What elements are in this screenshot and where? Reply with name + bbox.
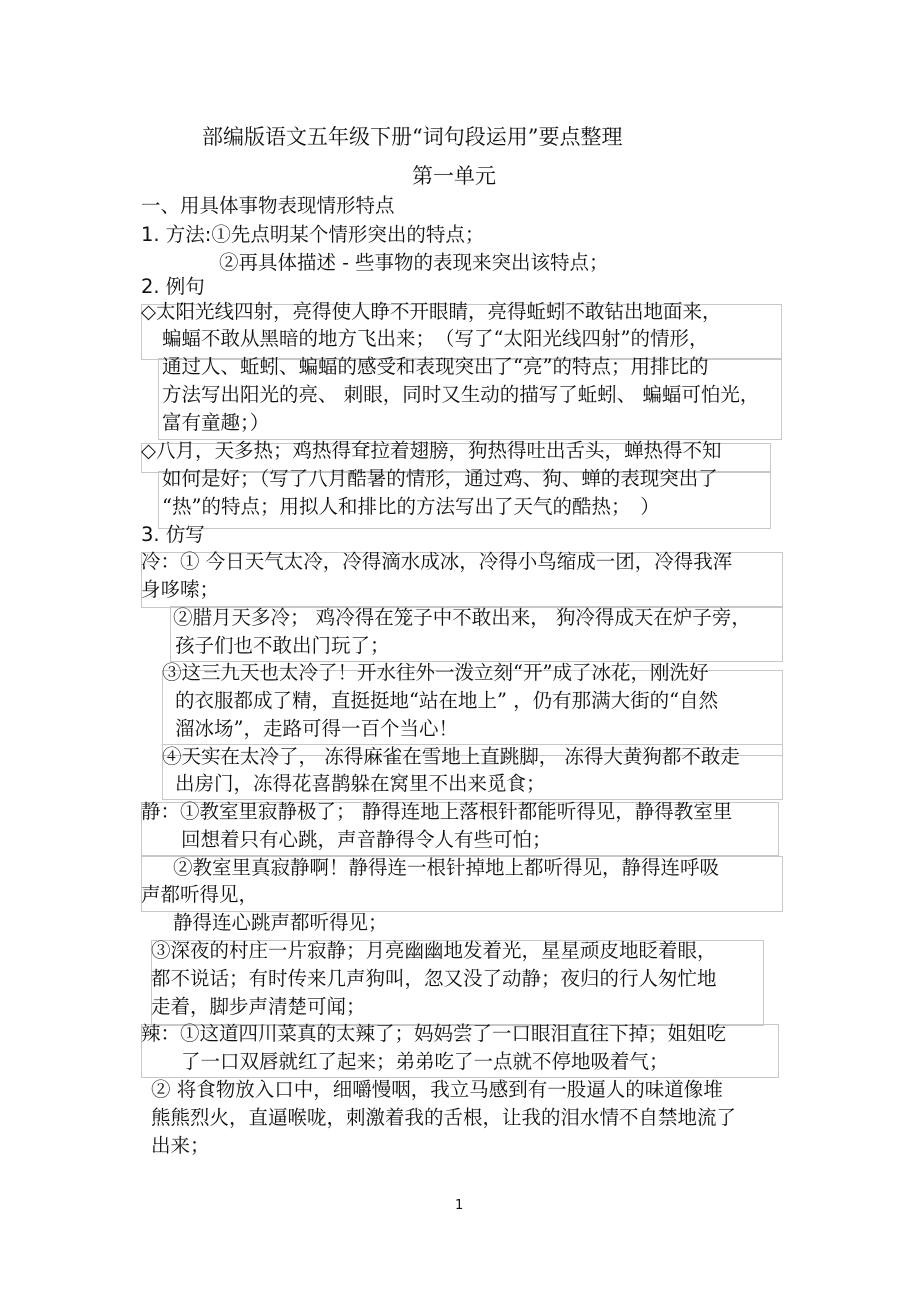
example-2-line-2: 如何是好；（写了八月酷暑的情形，通过鸡、狗、蝉的表现突出了: [162, 467, 718, 490]
imitate-title: 3. 仿写: [141, 523, 205, 546]
example-1-line-5: 富有童趣；）: [162, 411, 270, 434]
spicy-2-line-1: ② 将食物放入口中，细嚼慢咽，我立马感到有一股逼人的味道像堆: [151, 1078, 723, 1101]
quiet-3-line-1: ③深夜的村庄一片寂静；月亮幽幽地发着光，星星顽皮地眨着眼，: [151, 939, 717, 962]
cold-4-line-1: ④天实在太冷了， 冻得麻雀在雪地上直跳脚， 冻得大黄狗都不敢走: [162, 745, 740, 768]
example-1-line-2: 蝙蝠不敢从黑暗的地方飞出来； （写了“太阳光线四射”的情形，: [162, 327, 709, 350]
spicy-1-line-2: 了一口双唇就红了起来；弟弟吃了一点就不停地吸着气；: [181, 1050, 669, 1073]
section-heading: 一、用具体事物表现情形特点: [141, 194, 395, 217]
example-title: 2. 例句: [141, 275, 205, 298]
page-number: 1: [455, 1198, 464, 1213]
method-title: [141, 222, 484, 248]
cold-3-line-1: ③这三九天也太冷了！开水往外一泼立刻“开”成了冰花，刚洗好: [162, 661, 709, 684]
spicy-2-line-3: 出来；: [151, 1134, 210, 1157]
method-step-2: ②再具体描述 - 些事物的表现来突出该特点；: [219, 251, 609, 274]
quiet-3-line-3: 走着，脚步声清楚可闻；: [151, 995, 366, 1018]
quiet-1-line-1: 静：①教室里寂静极了； 静得连地上落根针都能听得见，静得教室里: [141, 800, 733, 823]
example-1-line-1: ◇太阳光线四射，亮得使人睁不开眼睛，亮得蚯蚓不敢钻出地面来，: [141, 300, 722, 323]
example-2-line-1: ◇八月，天多热；鸡热得耷拉着翅膀，狗热得吐出舌头，蝉热得不知: [141, 439, 722, 462]
spicy-1-line-1: 辣：①这道四川菜真的太辣了；妈妈尝了一口眼泪直往下掉；姐姐吃: [141, 1022, 727, 1045]
example-1-line-4: 方法写出阳光的亮、 刺眼，同时又生动的描写了蚯蚓、 蝙蝠可怕光，: [162, 383, 760, 406]
quiet-3-line-2: 都不说话；有时传来几声狗叫，忽又没了动静；夜归的行人匆忙地: [151, 967, 717, 990]
unit-heading: 第一单元: [412, 164, 496, 188]
cold-2-line-2: 孩子们也不敢出门玩了；: [175, 634, 390, 657]
example-2-line-3: “热”的特点；用拟人和排比的方法写出了天气的酷热； ）: [162, 495, 660, 518]
quiet-2-line-1: ②教室里真寂静啊！静得连一根针掉地上都听得见，静得连呼吸: [173, 856, 720, 879]
method-step-1: ①先点明某个情形突出的特点；: [211, 223, 485, 246]
quiet-2-line-3: 静得连心跳声都听得见；: [173, 911, 388, 934]
cold-4-line-2: 出房门，冻得花喜鹊躲在窝里不出来觅食；: [175, 772, 546, 795]
method-label: 1. 方法:: [141, 223, 212, 246]
cold-2-line-1: ②腊月天多冷； 鸡冷得在笼子中不敢出来， 狗冷得成天在炉子旁，: [173, 606, 751, 629]
quiet-1-line-2: 回想着只有心跳，声音静得令人有些可怕；: [181, 828, 552, 851]
document-title: 部编版语文五年级下册“词句段运用”要点整理: [202, 125, 623, 149]
spicy-2-line-2: 熊熊烈火，直逼喉咙，刺激着我的舌根，让我的泪水情不自禁地流了: [151, 1106, 737, 1129]
quiet-2-line-2: 声都听得见，: [141, 883, 259, 906]
cold-1-line-1: 冷：① 今日天气太冷，冷得滴水成冰，冷得小鸟缩成一团，冷得我浑: [141, 550, 733, 573]
example-1-line-3: 通过人、蚯蚓、蝙蝠的感受和表现突出了“亮”的特点；用排比的: [162, 355, 709, 378]
cold-3-line-2: 的衣服都成了精，直挺挺地“站在地上” ，仍有那满大街的“自然: [175, 689, 719, 712]
cold-3-line-3: 溜冰场”，走路可得一百个当心！: [175, 717, 458, 740]
cold-1-line-2: 身哆嗦；: [141, 578, 220, 601]
